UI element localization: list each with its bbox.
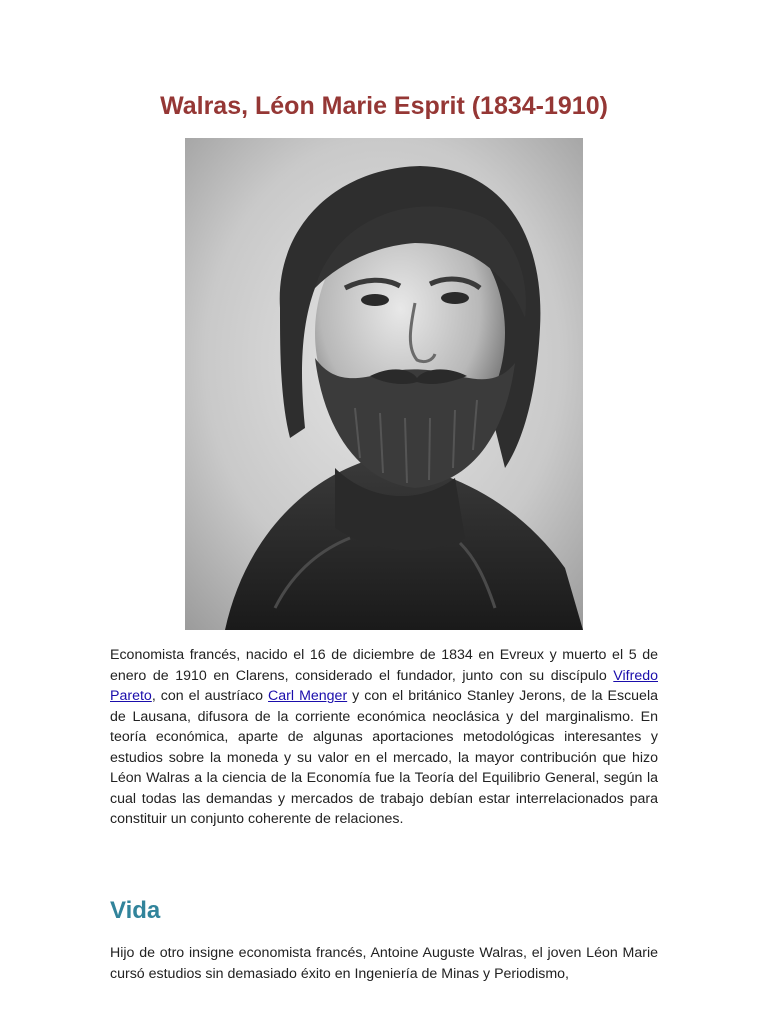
portrait-illustration: [185, 138, 583, 630]
link-carl-menger[interactable]: Carl Menger: [268, 688, 348, 704]
portrait-photo: [185, 138, 583, 630]
intro-paragraph: [110, 645, 658, 830]
intro-text-1: Economista francés, nacido el 16 de diciembre de 1834 en Evreux y muerto el 5 de enero de 1910 en Clarens, considerado el fundador, junto con su discípulo: [110, 647, 658, 684]
link-vifredo-pareto[interactable]: Vifredo Pareto: [110, 667, 658, 704]
page-title: Walras, Léon Marie Esprit (1834-1910): [160, 92, 608, 120]
intro-text-3: y con el británico Stanley Jerons, de la Escuela de Lausana, difusora de la corriente económica neoclásica y del marginalismo. En teoría económica, aparte de algunas aportaciones metodológicas interesantes y estudios sobre la moneda y su valor en el mercado, la mayor contribución que hizo Léon Walras a la ciencia de la Economía fue la Teoría del Equilibrio General, según la cual todas las demandas y mercados de trabajo debían estar interrelacionados para constituir un conjunto coherente de relaciones.: [110, 688, 658, 827]
section-heading-vida: Vida: [110, 897, 161, 924]
vida-paragraph: Hijo de otro insigne economista francés, Antoine Auguste Walras, el joven Léon Marie cursó estudios sin demasiado éxito en Ingeniería de Minas y Periodismo,: [110, 945, 658, 982]
intro-text-2: , con el austríaco: [151, 688, 269, 704]
